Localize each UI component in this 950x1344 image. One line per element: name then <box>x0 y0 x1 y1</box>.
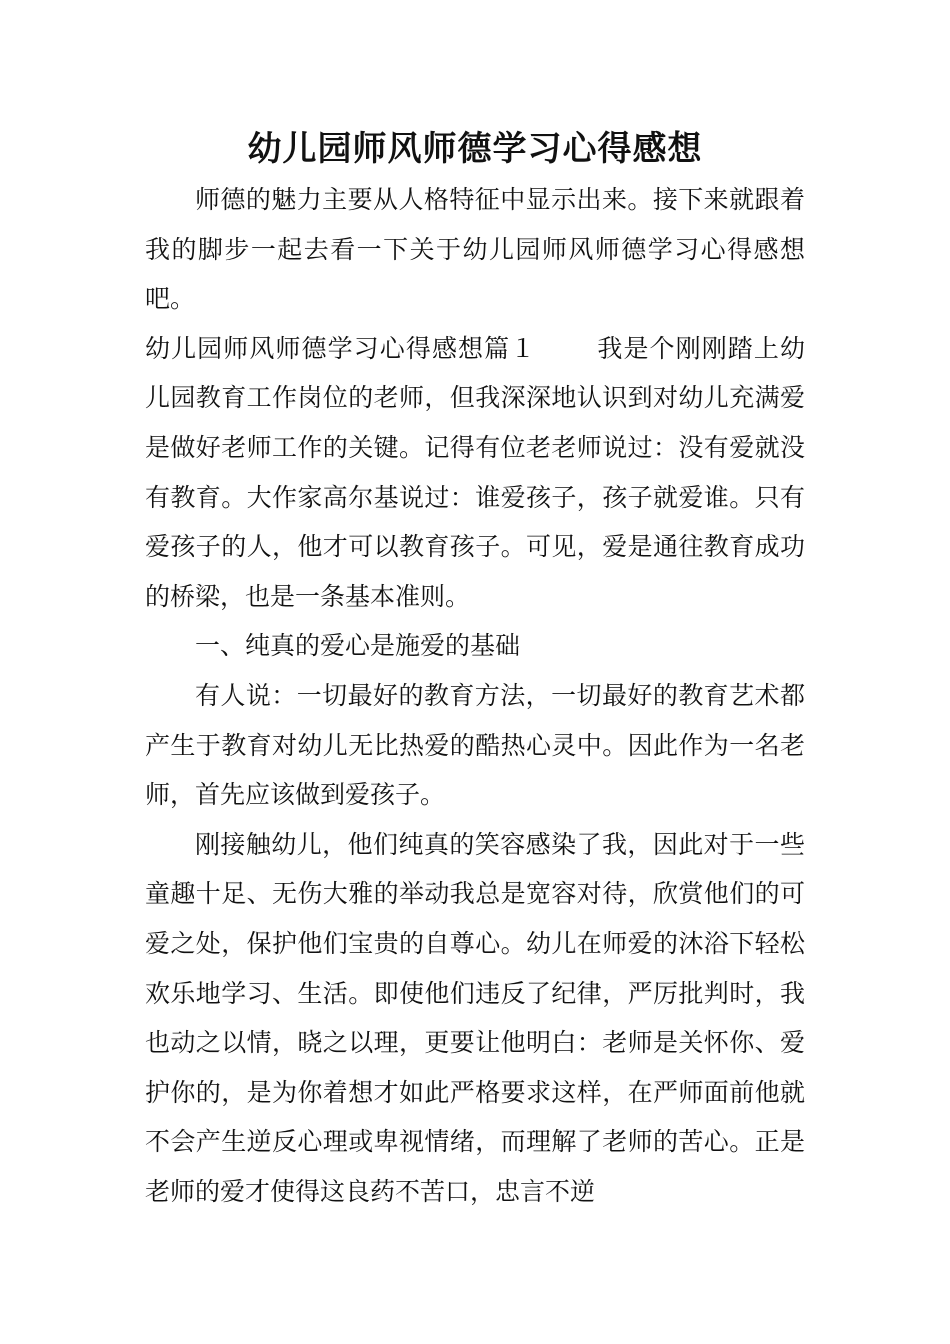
document-body <box>145 175 805 1216</box>
section-label: 幼儿园师风师德学习心得感想篇１ <box>145 333 537 363</box>
section-1-paragraph <box>145 324 805 622</box>
intro-paragraph: 师德的魅力主要从人格特征中显示出来。接下来就跟着我的脚步一起去看一下关于幼儿园师风师德学习心得感想吧。 <box>145 185 805 314</box>
paragraph-3: 刚接触幼儿，他们纯真的笑容感染了我，因此对于一些童趣十足、无伤大雅的举动我总是宽容对待，欣赏他们的可爱之处，保护他们宝贵的自尊心。幼儿在师爱的沐浴下轻松欢乐地学习、生活。即使他们违反了纪律，严厉批判时，我也动之以情，晓之以理，更要让他明白：老师是关怀你、爱护你的，是为你着想才如此严格要求这样，在严师面前他就不会产生逆反心理或卑视情绪，而理解了老师的苦心。正是老师的爱才使得这良药不苦口，忠言不逆 <box>145 829 805 1206</box>
subheading-1: 一、纯真的爱心是施爱的基础 <box>195 631 521 661</box>
paragraph-2: 有人说：一切最好的教育方法，一切最好的教育艺术都产生于教育对幼儿无比热爱的酷热心灵中。因此作为一名老师，首先应该做到爱孩子。 <box>145 680 805 810</box>
document-title: 幼儿园师风师德学习心得感想 <box>247 129 703 169</box>
section-first-paragraph: 我是个刚刚踏上幼儿园教育工作岗位的老师，但我深深地认识到对幼儿充满爱是做好老师工作的关键。记得有位老老师说过：没有爱就没有教育。大作家高尔基说过：谁爱孩子，孩子就爱谁。只有爱孩子的人，他才可以教育孩子。可见，爱是通往教育成功的桥梁，也是一条基本准则。 <box>145 333 805 611</box>
